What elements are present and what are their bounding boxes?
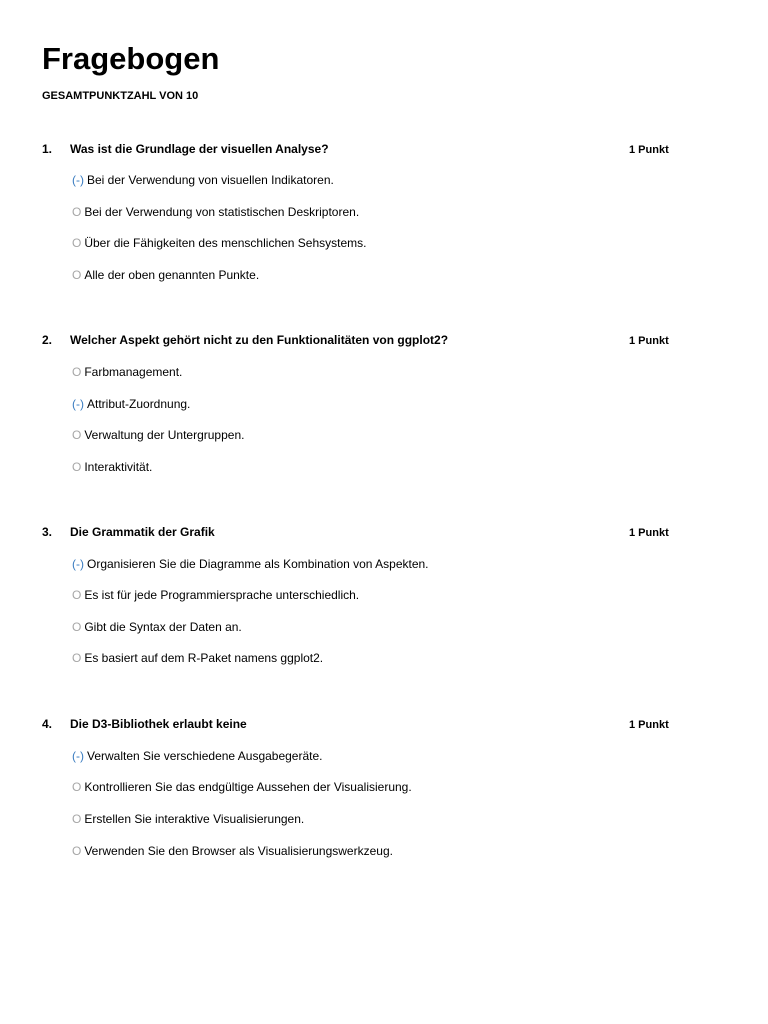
- answer-text: Es basiert auf dem R-Paket namens ggplot2.: [84, 651, 324, 665]
- answer-option[interactable]: [72, 395, 190, 413]
- answer-option[interactable]: [72, 747, 323, 765]
- question-points: 1 Punkt: [629, 719, 669, 731]
- radio-marker-icon[interactable]: O: [72, 844, 82, 858]
- radio-marker-icon[interactable]: O: [72, 588, 82, 602]
- radio-marker-icon[interactable]: (-): [72, 749, 84, 763]
- answer-text: Gibt die Syntax der Daten an.: [84, 620, 242, 634]
- answer-text: Es ist für jede Programmiersprache unterschiedlich.: [84, 588, 360, 602]
- answer-text: Interaktivität.: [84, 460, 153, 474]
- answer-text: Bei der Verwendung von statistischen Deskriptoren.: [84, 205, 360, 219]
- answer-text: Verwenden Sie den Browser als Visualisierungswerkzeug.: [84, 844, 393, 858]
- radio-marker-icon[interactable]: O: [72, 620, 82, 634]
- answer-option[interactable]: [72, 842, 393, 860]
- question-text: Die D3-Bibliothek erlaubt keine: [70, 717, 247, 731]
- radio-marker-icon[interactable]: (-): [72, 173, 84, 187]
- answer-option[interactable]: [72, 266, 259, 284]
- answer-text: Kontrollieren Sie das endgültige Aussehen der Visualisierung.: [84, 780, 412, 794]
- radio-marker-icon[interactable]: O: [72, 236, 82, 250]
- answer-option[interactable]: [72, 363, 182, 381]
- question-number: 3.: [42, 525, 53, 539]
- page-title: Fragebogen: [42, 41, 220, 76]
- answer-text: Farbmanagement.: [84, 365, 183, 379]
- question-points: 1 Punkt: [629, 335, 669, 347]
- question-number: 1.: [42, 142, 53, 156]
- answer-text: Über die Fähigkeiten des menschlichen Sehsystems.: [84, 236, 367, 250]
- answer-option[interactable]: [72, 649, 323, 667]
- question-header: [0, 140, 768, 158]
- radio-marker-icon[interactable]: (-): [72, 557, 84, 571]
- answer-option[interactable]: [72, 171, 334, 189]
- answer-text: Bei der Verwendung von visuellen Indikatoren.: [87, 173, 334, 187]
- answer-option[interactable]: [72, 458, 152, 476]
- radio-marker-icon[interactable]: O: [72, 651, 82, 665]
- answer-text: Verwaltung der Untergruppen.: [84, 428, 245, 442]
- radio-marker-icon[interactable]: O: [72, 205, 82, 219]
- question-text: Welcher Aspekt gehört nicht zu den Funktionalitäten von ggplot2?: [70, 333, 449, 347]
- radio-marker-icon[interactable]: O: [72, 365, 82, 379]
- question-header: [0, 331, 768, 349]
- answer-text: Erstellen Sie interaktive Visualisierungen.: [84, 812, 305, 826]
- question-points: 1 Punkt: [629, 527, 669, 539]
- answer-option[interactable]: [72, 810, 304, 828]
- answer-option[interactable]: [72, 778, 412, 796]
- radio-marker-icon[interactable]: (-): [72, 397, 84, 411]
- radio-marker-icon[interactable]: O: [72, 812, 82, 826]
- answer-option[interactable]: [72, 203, 359, 221]
- answer-option[interactable]: [72, 586, 359, 604]
- answer-option[interactable]: [72, 234, 366, 252]
- answer-text: Attribut-Zuordnung.: [87, 397, 191, 411]
- answer-option[interactable]: [72, 426, 244, 444]
- question-header: [0, 715, 768, 733]
- radio-marker-icon[interactable]: O: [72, 268, 82, 282]
- question-header: [0, 523, 768, 541]
- answer-option[interactable]: [72, 555, 429, 573]
- answer-text: Organisieren Sie die Diagramme als Kombination von Aspekten.: [87, 557, 429, 571]
- answer-text: Verwalten Sie verschiedene Ausgabegeräte.: [87, 749, 323, 763]
- radio-marker-icon[interactable]: O: [72, 460, 82, 474]
- radio-marker-icon[interactable]: O: [72, 428, 82, 442]
- total-score-label: GESAMTPUNKTZAHL VON 10: [42, 90, 199, 102]
- question-number: 4.: [42, 717, 53, 731]
- question-text: Die Grammatik der Grafik: [70, 525, 215, 539]
- answer-option[interactable]: [72, 618, 242, 636]
- question-text: Was ist die Grundlage der visuellen Analyse?: [70, 142, 329, 156]
- radio-marker-icon[interactable]: O: [72, 780, 82, 794]
- question-number: 2.: [42, 333, 53, 347]
- answer-text: Alle der oben genannten Punkte.: [84, 268, 260, 282]
- question-points: 1 Punkt: [629, 144, 669, 156]
